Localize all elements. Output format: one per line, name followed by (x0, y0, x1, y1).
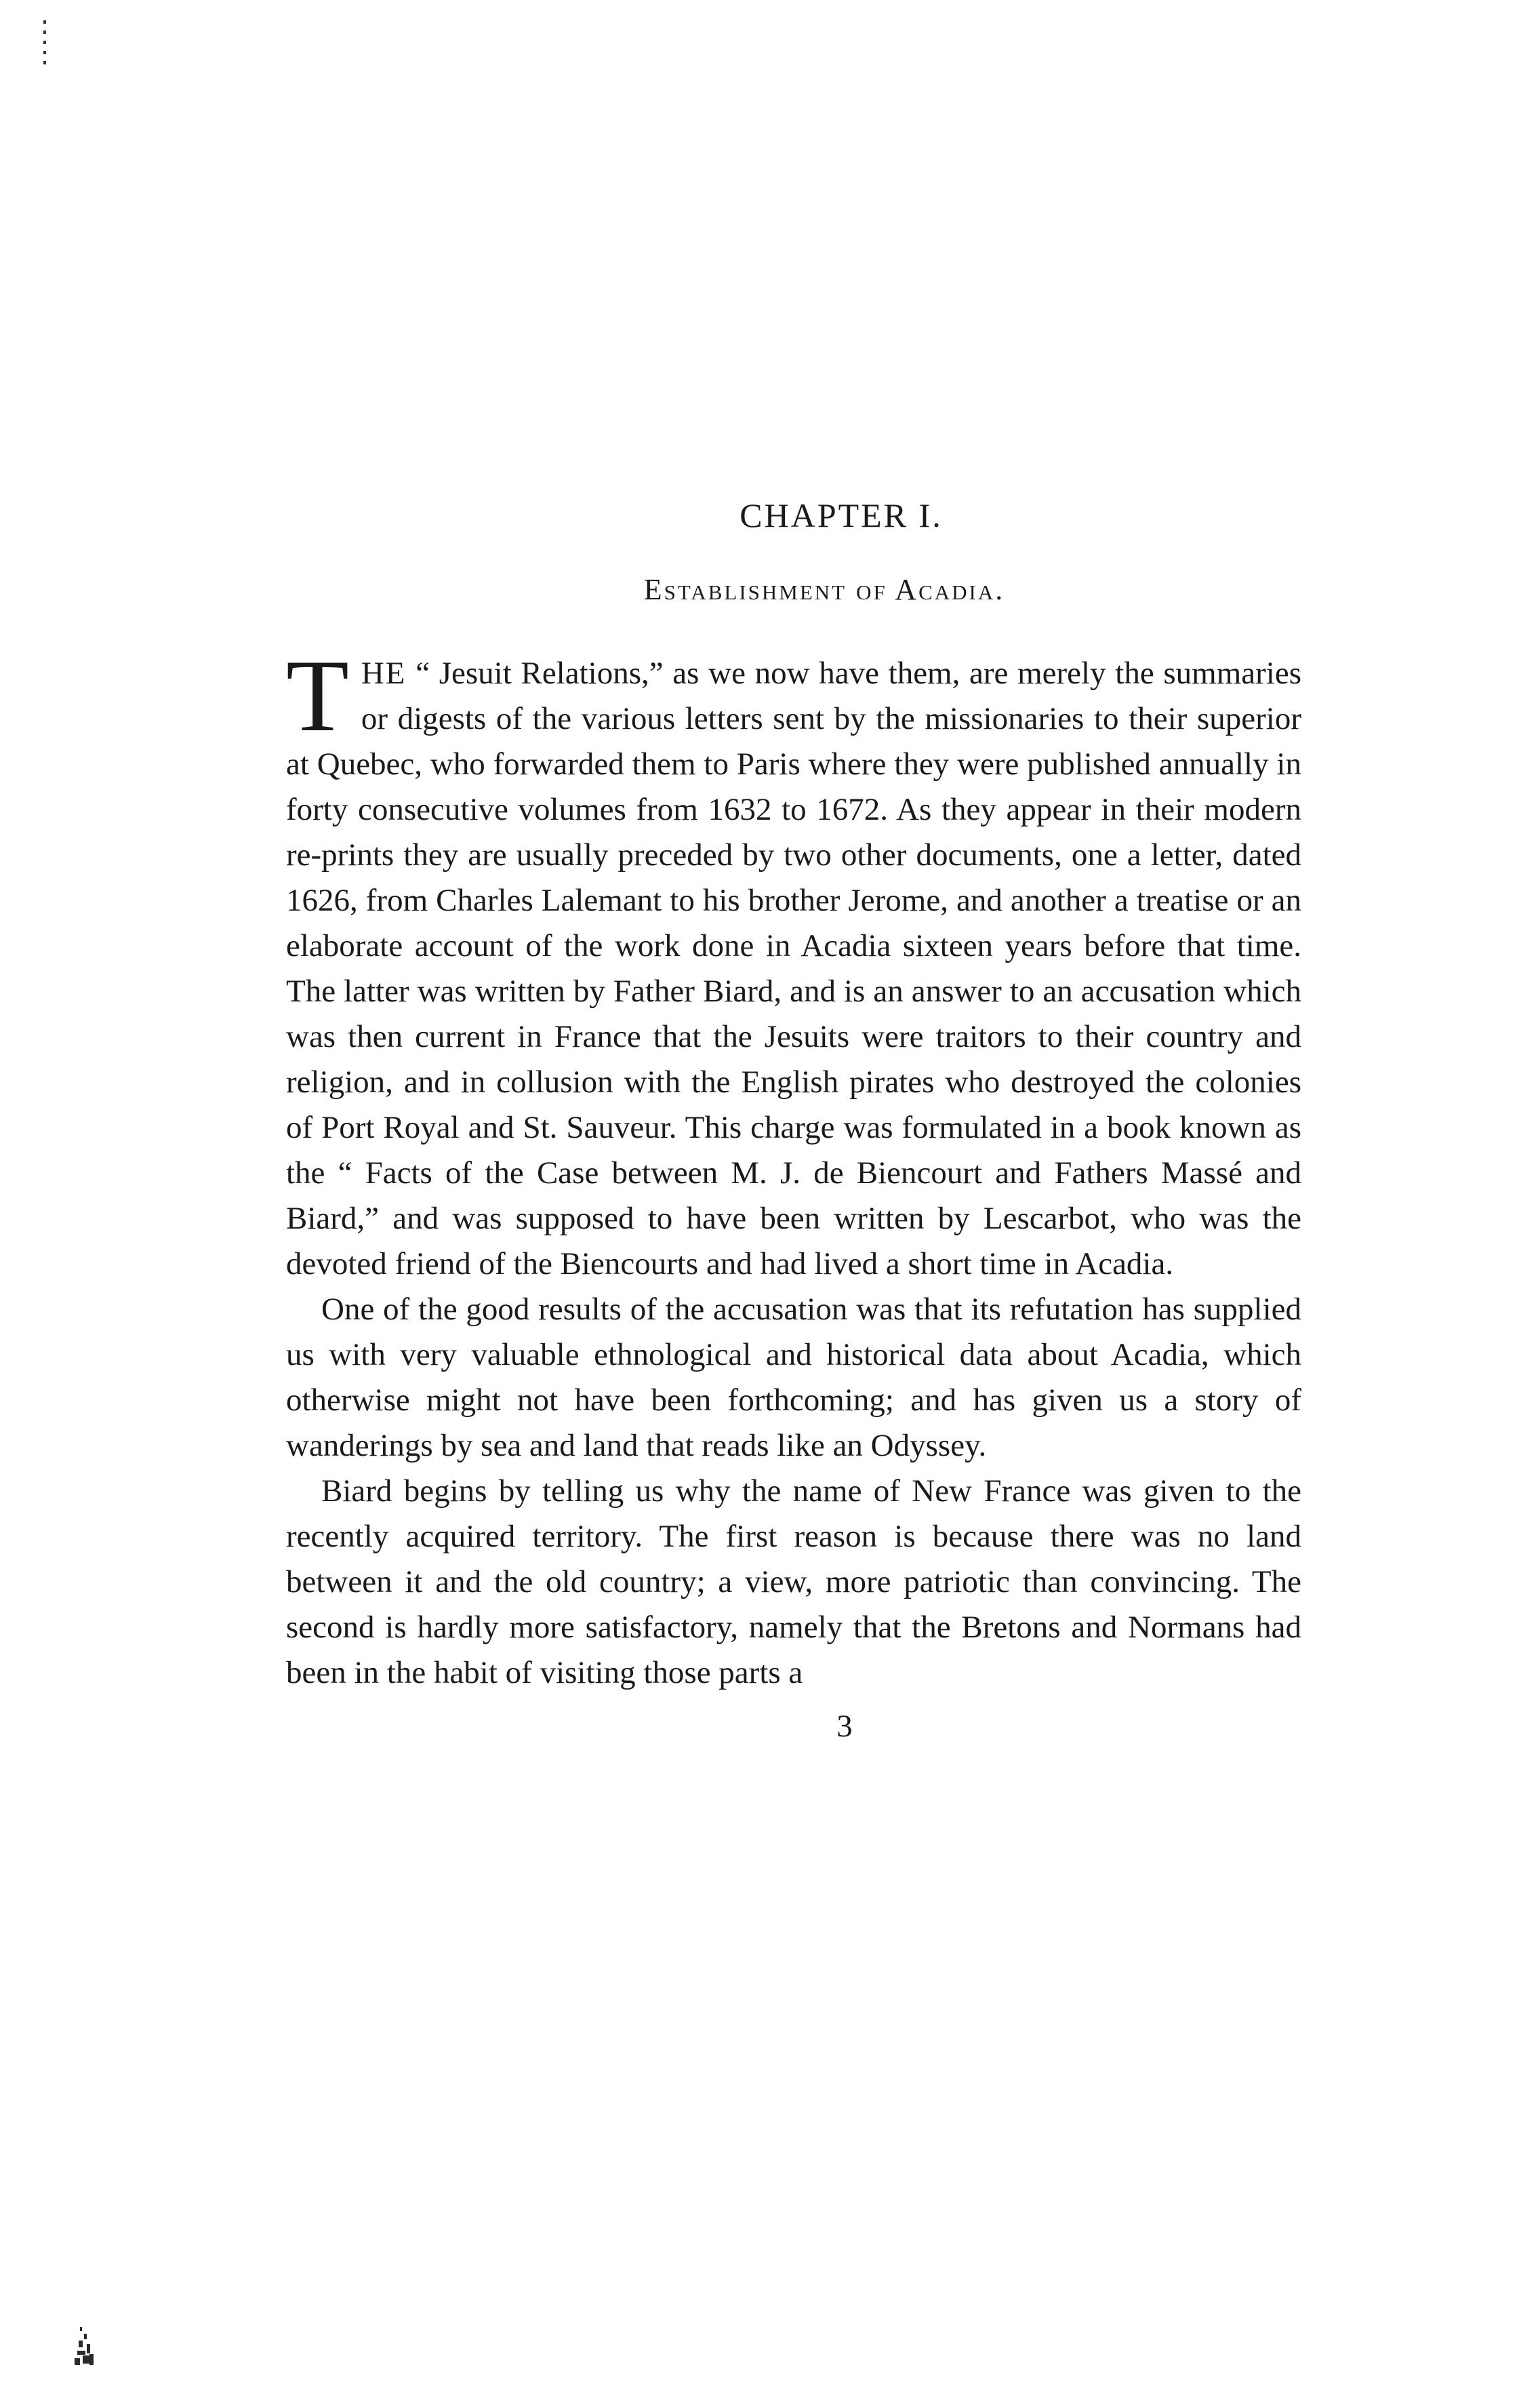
body-text (286, 639, 1301, 1696)
paragraph-2: One of the good results of the accusation was that its refutation has supplied us with very valuable ethnological and historical data about Acadia, which otherwise might not have been forthcoming; and has given us a story of wanderings by sea and land that reads like an Odyssey. (286, 1292, 1301, 1463)
paragraph-1 (286, 639, 1301, 1287)
scan-margin-marks (41, 14, 47, 108)
drop-cap: T (286, 639, 349, 753)
page-number: 3 (836, 1709, 853, 1744)
paragraph-1-text: “ Jesuit Relations,” as we now have them, are merely the summaries or digests of the various letters sent by the missionaries to their superior at Quebec, who forwarded them to Paris where they were published annually in forty consecutive volumes from 1632 to 1672. As they appear in their modern re-prints they are usually preceded by two other documents, one a letter, dated 1626, from Charles Lalemant to his brother Jerome, and another a treatise or an elaborate account of the work done in Acadia sixteen years before that time. The latter was written by Father Biard, and is an answer to an accusation which was then current in France that the Jesuits were traitors to their country and religion, and in collusion with the English pirates who destroyed the colonies of Port Royal and St. Sauveur. This charge was formulated in a book known as the “ Facts of the Case between M. J. de Biencourt and Fathers Massé and Biard,” and was supposed to have been written by Lescarbot, who was the devoted friend of the Biencourts and had lived a short time in Acadia. (286, 656, 1301, 1281)
chapter-heading: CHAPTER I. (739, 496, 943, 534)
scan-smudge-mark (60, 2232, 121, 2368)
paragraph-1-lead: HE (361, 656, 407, 691)
section-title: Establishment of Acadia. (643, 573, 1005, 606)
page-content (286, 495, 1301, 1745)
paragraph-3: Biard begins by telling us why the name of New France was given to the recently acquired territory. The first reason is because there was no land between it and the old country; a view, more patriotic than convincing. The second is hardly more satisfactory, namely that the Bretons and Normans had been in the habit of visiting those parts a (286, 1473, 1301, 1690)
